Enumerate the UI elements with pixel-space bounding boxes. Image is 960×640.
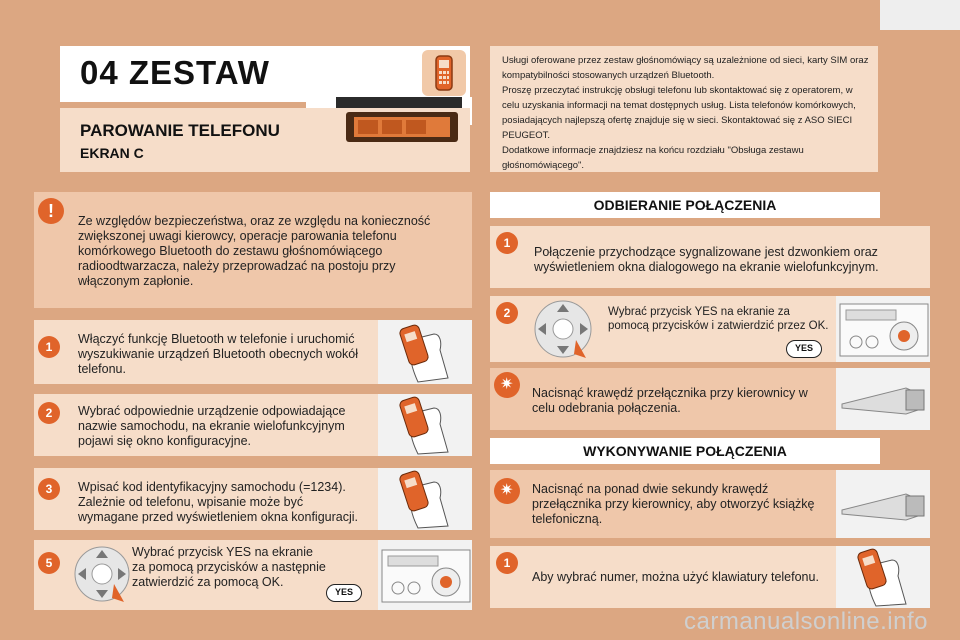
tip-text xyxy=(532,386,832,416)
watermark: carmanualsonline.info xyxy=(684,608,928,635)
step-line: Wybrać przycisk YES na ekranie xyxy=(132,545,313,559)
navigation-pad-icon xyxy=(532,298,594,360)
tip-icon xyxy=(494,478,520,504)
navigation-pad-icon xyxy=(72,544,132,604)
tip-line: przełącznika przy kierownicy, aby otworzyć książkę xyxy=(532,497,815,511)
step-number-badge: 3 xyxy=(38,478,60,500)
step-text xyxy=(78,480,378,525)
step-line: pomocą przycisków i zatwierdzić przez OK. xyxy=(608,320,829,332)
step-line: Aby wybrać numer, można użyć klawiatury telefonu. xyxy=(532,570,819,584)
radio-unit-illustration xyxy=(836,296,930,362)
step-line: telefonu. xyxy=(78,362,126,376)
steering-switch-illustration xyxy=(836,470,930,538)
step-line: pojawi się okno konfiguracyjne. xyxy=(78,434,252,448)
step-number-badge: 2 xyxy=(38,402,60,424)
step-line: zatwierdzić za pomocą OK. xyxy=(132,575,284,589)
radio-unit-illustration xyxy=(378,540,472,610)
intro-line: Dodatkowe informacje znajdziesz na końcu rozdziału "Obsługa zestawu xyxy=(502,145,804,156)
tip-text xyxy=(532,482,832,527)
warning-line: włączonym zapłonie. xyxy=(78,274,194,288)
warning-line: zwiększonej uwagi kierowcy, operacje parowania telefonu xyxy=(78,229,397,243)
tip-line: Nacisnąć na ponad dwie sekundy krawędź xyxy=(532,482,769,496)
step-text xyxy=(534,245,924,275)
phone-in-hand-illustration xyxy=(836,546,930,608)
step-text xyxy=(608,305,838,333)
step-text xyxy=(78,404,378,449)
step-line: Połączenie przychodzące sygnalizowane jest dzwonkiem oraz xyxy=(534,245,878,259)
screen-c-icon xyxy=(346,112,458,142)
step-line: wyświetleniem okna dialogowego na ekranie wielofunkcyjnym. xyxy=(534,260,879,274)
step-number-badge: 5 xyxy=(38,552,60,574)
warning-text xyxy=(78,214,458,289)
section-subtitle: EKRAN C xyxy=(80,145,144,161)
step-line: Włączyć funkcję Bluetooth w telefonie i uruchomić xyxy=(78,332,355,346)
steering-switch-illustration xyxy=(836,368,930,430)
warning-line: radioodtwarzacza, należy przeprowadzać na postoju przy xyxy=(78,259,396,273)
intro-line: celu uzyskania informacji na temat dostępnych usług. Lista telefonów komórkowych, xyxy=(502,100,856,111)
tip-line: celu odebrania połączenia. xyxy=(532,401,681,415)
tip-icon xyxy=(494,372,520,398)
step-line: wymagane przed wyświetleniem okna konfiguracji. xyxy=(78,510,358,524)
step-number-badge: 1 xyxy=(496,232,518,254)
intro-line: Proszę przeczytać instrukcję obsługi telefonu lub skontaktować się z operatorem, w xyxy=(502,85,853,96)
step-line: Wpisać kod identyfikacyjny samochodu (=1234). xyxy=(78,480,346,494)
step-number-badge: 1 xyxy=(496,552,518,574)
making-heading: WYKONYWANIE POŁĄCZENIA xyxy=(490,438,880,464)
step-text xyxy=(78,332,378,377)
step-line: Wybrać odpowiednie urządzenie odpowiadające xyxy=(78,404,346,418)
intro-text xyxy=(502,53,874,173)
yes-button[interactable]: YES xyxy=(326,584,362,602)
phone-in-hand-illustration xyxy=(378,394,472,456)
phone-in-hand-illustration xyxy=(378,320,472,384)
step-number-badge: 1 xyxy=(38,336,60,358)
warning-icon: ! xyxy=(38,198,64,224)
intro-line: kompatybilności stosowanych urządzeń Bluetooth. xyxy=(502,70,715,81)
intro-line: głośnomówiącego". xyxy=(502,160,585,171)
phone-in-hand-illustration xyxy=(378,468,472,530)
step-number-badge: 2 xyxy=(496,302,518,324)
warning-line: komórkowego Bluetooth do zestawu głośnomówiącego xyxy=(78,244,383,258)
section-title: PAROWANIE TELEFONU xyxy=(80,121,280,140)
tip-line: telefoniczną. xyxy=(532,512,603,526)
tip-line: Nacisnąć krawędź przełącznika przy kierownicy w xyxy=(532,386,808,400)
intro-line: PEUGEOT. xyxy=(502,130,551,141)
page-tab xyxy=(880,0,960,30)
step-line: nazwie samochodu, na ekranie wielofunkcyjnym xyxy=(78,419,345,433)
step-line: wyszukiwanie urządzeń Bluetooth obecnych wokół xyxy=(78,347,359,361)
receiving-heading: ODBIERANIE POŁĄCZENIA xyxy=(490,192,880,218)
step-line: za pomocą przycisków a następnie xyxy=(132,560,326,574)
step-line: Wybrać przycisk YES na ekranie za xyxy=(608,306,790,318)
chapter-title: 04 ZESTAW xyxy=(80,54,270,91)
warning-line: Ze względów bezpieczeństwa, oraz ze względu na konieczność xyxy=(78,214,431,228)
yes-button[interactable]: YES xyxy=(786,340,822,358)
phone-icon xyxy=(420,48,468,98)
intro-line: Usługi oferowane przez zestaw głośnomówiący są uzależnione od sieci, karty SIM oraz xyxy=(502,55,869,66)
step-text xyxy=(532,570,832,585)
step-line: Zależnie od telefonu, wpisanie może być xyxy=(78,495,304,509)
intro-line: posiadających najlepszą ofertę znajduje się w sieci. Skontaktować się z ASO SIECI xyxy=(502,115,853,126)
